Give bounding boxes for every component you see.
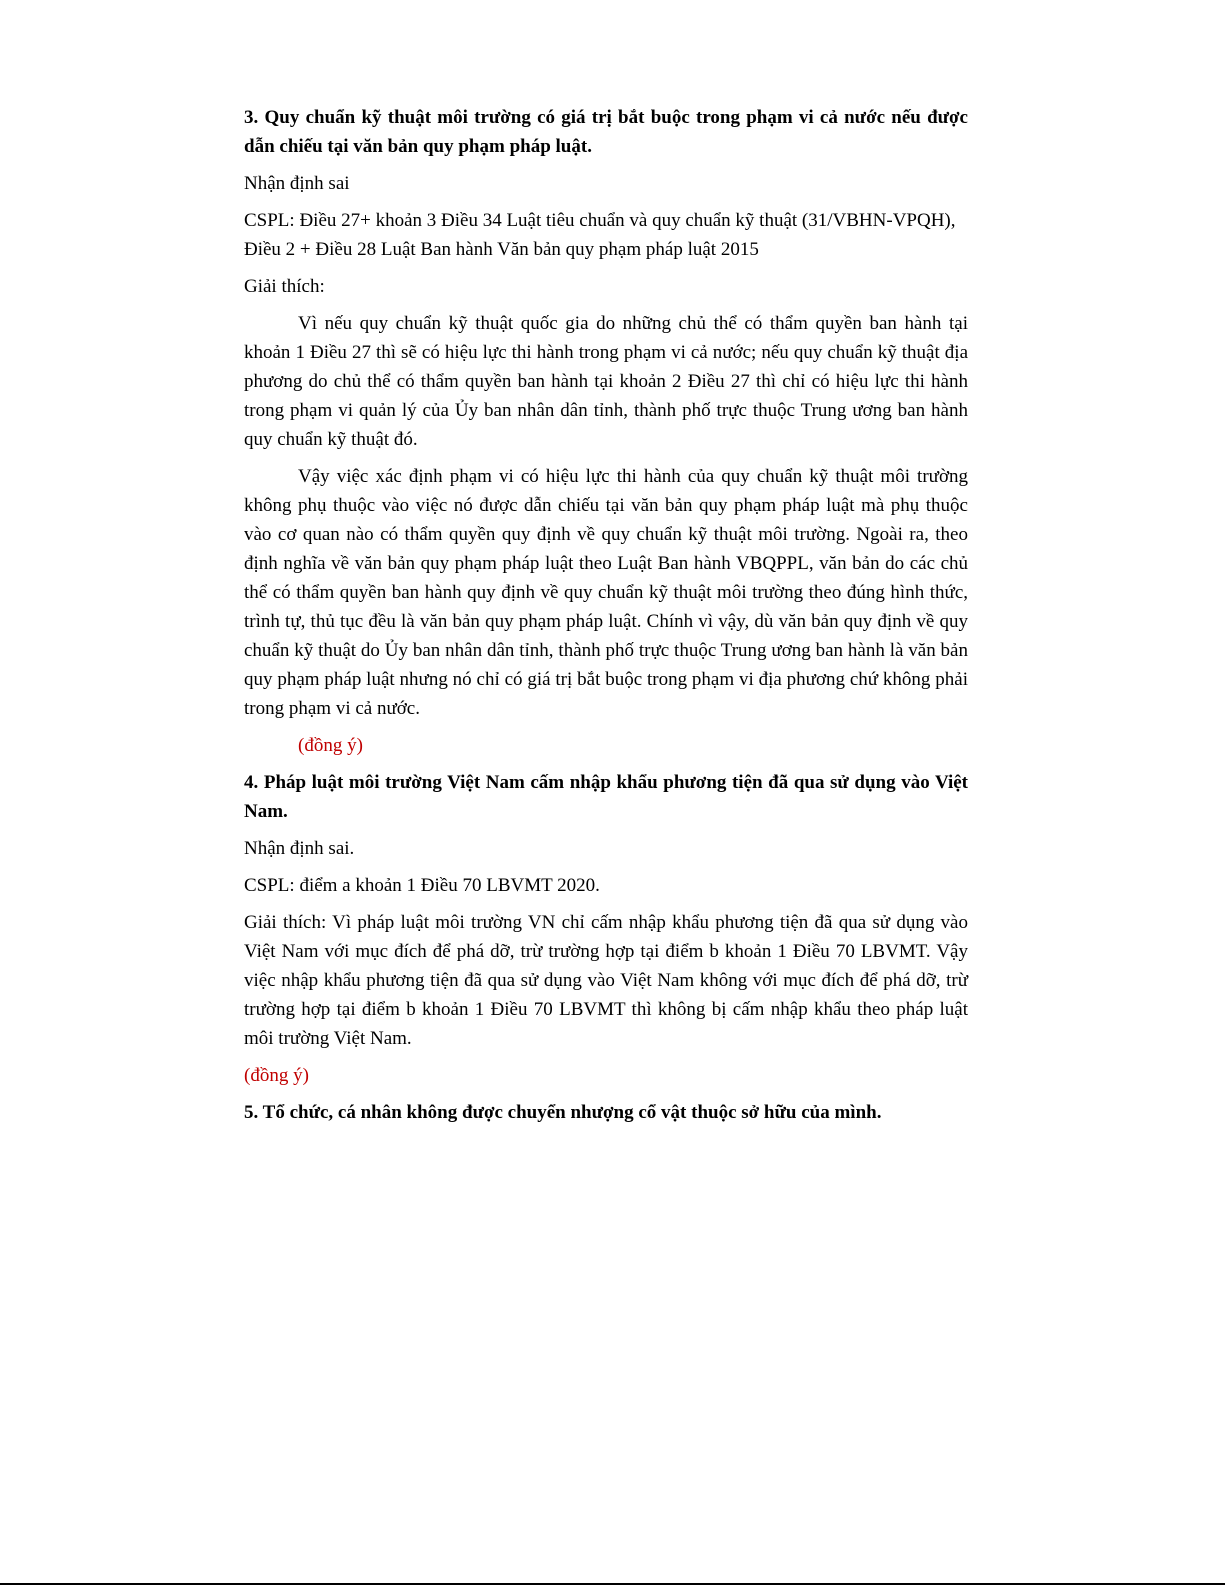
question-5-heading: 5. Tổ chức, cá nhân không được chuyển nhượng cổ vật thuộc sở hữu của mình. xyxy=(244,1102,882,1123)
question-4-agree-note: (đồng ý) xyxy=(244,1065,309,1086)
question-4-legal-basis: CSPL: điểm a khoản 1 Điều 70 LBVMT 2020. xyxy=(244,875,600,896)
legal-basis-line-2: Điều 2 + Điều 28 Luật Ban hành Văn bản quy phạm pháp luật 2015 xyxy=(244,239,759,260)
legal-basis-line-1: CSPL: Điều 27+ khoản 3 Điều 34 Luật tiêu chuẩn và quy chuẩn kỹ thuật (31/VBHN-VPQH), xyxy=(244,210,956,231)
question-4-explanation: Giải thích: Vì pháp luật môi trường VN chỉ cấm nhập khẩu phương tiện đã qua sử dụng vào Việt Nam với mục đích để phá dỡ, trừ trường hợp tại điểm b khoản 1 Điều 70 LBVMT. Vậy việc nhập khẩu phương tiện đã qua sử dụng vào Việt Nam không với mục đích để phá dỡ, trừ trường hợp tại điểm b khoản 1 Điều 70 LBVMT thì không bị cấm nhập khẩu theo pháp luật môi trường Việt Nam. xyxy=(244,912,968,1049)
document-page xyxy=(244,103,968,1135)
question-3-verdict: Nhận định sai xyxy=(244,173,350,194)
question-3-explanation-paragraph-2: Vậy việc xác định phạm vi có hiệu lực thi hành của quy chuẩn kỹ thuật môi trường không phụ thuộc vào việc nó được dẫn chiếu tại văn bản quy phạm pháp luật mà phụ thuộc vào cơ quan nào có thẩm quyền quy định về quy chuẩn kỹ thuật môi trường. Ngoài ra, theo định nghĩa về văn bản quy phạm pháp luật theo Luật Ban hành VBQPPL, văn bản do các chủ thể có thẩm quyền ban hành quy định về quy chuẩn kỹ thuật môi trường theo đúng hình thức, trình tự, thủ tục đều là văn bản quy phạm pháp luật. Chính vì vậy, dù văn bản quy định về quy chuẩn kỹ thuật do Ủy ban nhân dân tỉnh, thành phố trực thuộc Trung ương ban hành là văn bản quy phạm pháp luật nhưng nó chỉ có giá trị bắt buộc trong phạm vi địa phương chứ không phải trong phạm vi cả nước. xyxy=(244,466,968,719)
question-3-agree-note: (đồng ý) xyxy=(298,735,363,756)
question-3-legal-basis xyxy=(244,206,968,264)
question-3-explanation-label: Giải thích: xyxy=(244,276,325,297)
question-3-explanation-paragraph-1: Vì nếu quy chuẩn kỹ thuật quốc gia do những chủ thể có thẩm quyền ban hành tại khoản 1 Điều 27 thì sẽ có hiệu lực thi hành trong phạm vi cả nước; nếu quy chuẩn kỹ thuật địa phương do chủ thể có thẩm quyền ban hành tại khoản 2 Điều 27 thì chỉ có hiệu lực thi hành trong phạm vi quản lý của Ủy ban nhân dân tỉnh, thành phố trực thuộc Trung ương ban hành quy chuẩn kỹ thuật đó. xyxy=(244,313,968,450)
question-3-heading: 3. Quy chuẩn kỹ thuật môi trường có giá trị bắt buộc trong phạm vi cả nước nếu được dẫn chiếu tại văn bản quy phạm pháp luật. xyxy=(244,107,968,157)
question-4-verdict: Nhận định sai. xyxy=(244,838,355,859)
question-4-heading: 4. Pháp luật môi trường Việt Nam cấm nhập khẩu phương tiện đã qua sử dụng vào Việt Nam. xyxy=(244,772,968,822)
